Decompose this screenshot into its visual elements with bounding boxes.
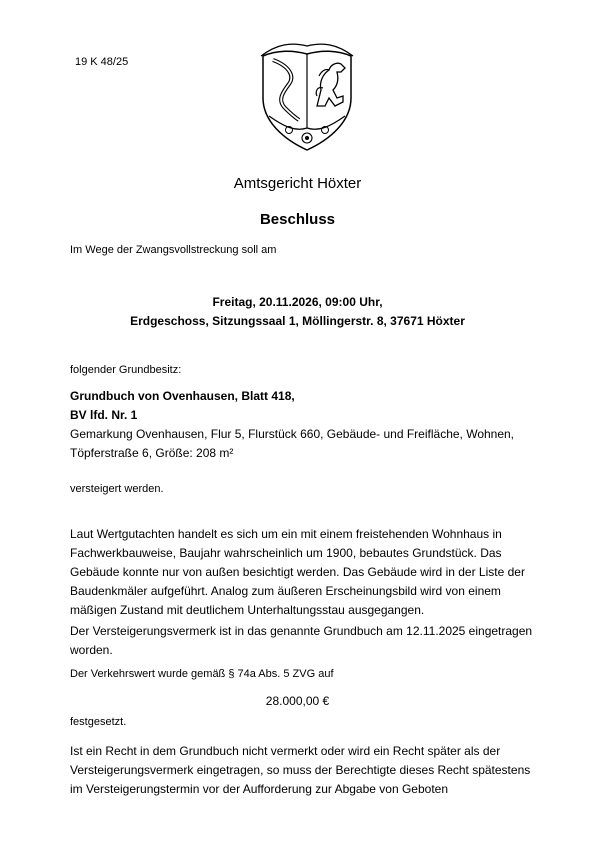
property-register: Grundbuch von Ovenhausen, Blatt 418, xyxy=(70,389,295,403)
property-description: Gemarkung Ovenhausen, Flur 5, Flurstück 660, Gebäude- und Freifläche, Wohnen, Töpferstraße 6, Größe: 208 m² xyxy=(70,427,515,460)
case-number: 19 K 48/25 xyxy=(75,56,129,68)
property-item: BV lfd. Nr. 1 xyxy=(70,408,138,422)
rights-paragraph: Ist ein Recht in dem Grundbuch nicht vermerkt oder wird ein Recht später als der Versteigerungsvermerk eingetragen, so muss der Berechtigte dieses Recht spätestens im Versteigerungstermin vor der Aufforderung zur Abgabe von Geboten xyxy=(70,744,531,796)
court-name: Amtsgericht Höxter xyxy=(233,175,362,192)
market-value-amount: 28.000,00 € xyxy=(265,694,330,708)
appointment-datetime: Freitag, 20.11.2026, 09:00 Uhr, xyxy=(212,295,383,309)
intro-text: Im Wege der Zwangsvollstreckung soll am xyxy=(70,244,277,256)
appointment-location: Erdgeschoss, Sitzungssaal 1, Möllingerstr. 8, 37671 Höxter xyxy=(130,314,465,328)
market-value-suffix: festgesetzt. xyxy=(70,716,127,728)
document-title: Beschluss xyxy=(259,211,336,228)
coat-of-arms-icon xyxy=(259,40,355,152)
entry-paragraph: Der Versteigerungsvermerk ist in das genannte Grundbuch am 12.11.2025 eingetragen worden. xyxy=(70,624,533,657)
market-value-label: Der Verkehrswert wurde gemäß § 74a Abs. 5 ZVG auf xyxy=(70,668,334,680)
property-label: folgender Grundbesitz: xyxy=(70,364,182,376)
appraisal-paragraph: Laut Wertgutachten handelt es sich um ein mit einem freistehenden Wohnhaus in Fachwerkbauweise, Baujahr wahrscheinlich um 1900, bebautes Grundstück. Das Gebäude konnte nur von außen besichtigt werden. Das Gebäude wird in der Liste der Baudenkmäler aufgeführt. Analog zum äußeren Erscheinungsbild wird von einem mäßigen Zustand mit deutlichem Unterhaltungsstau ausgegangen. xyxy=(70,527,525,617)
auctioned-text: versteigert werden. xyxy=(70,483,164,495)
